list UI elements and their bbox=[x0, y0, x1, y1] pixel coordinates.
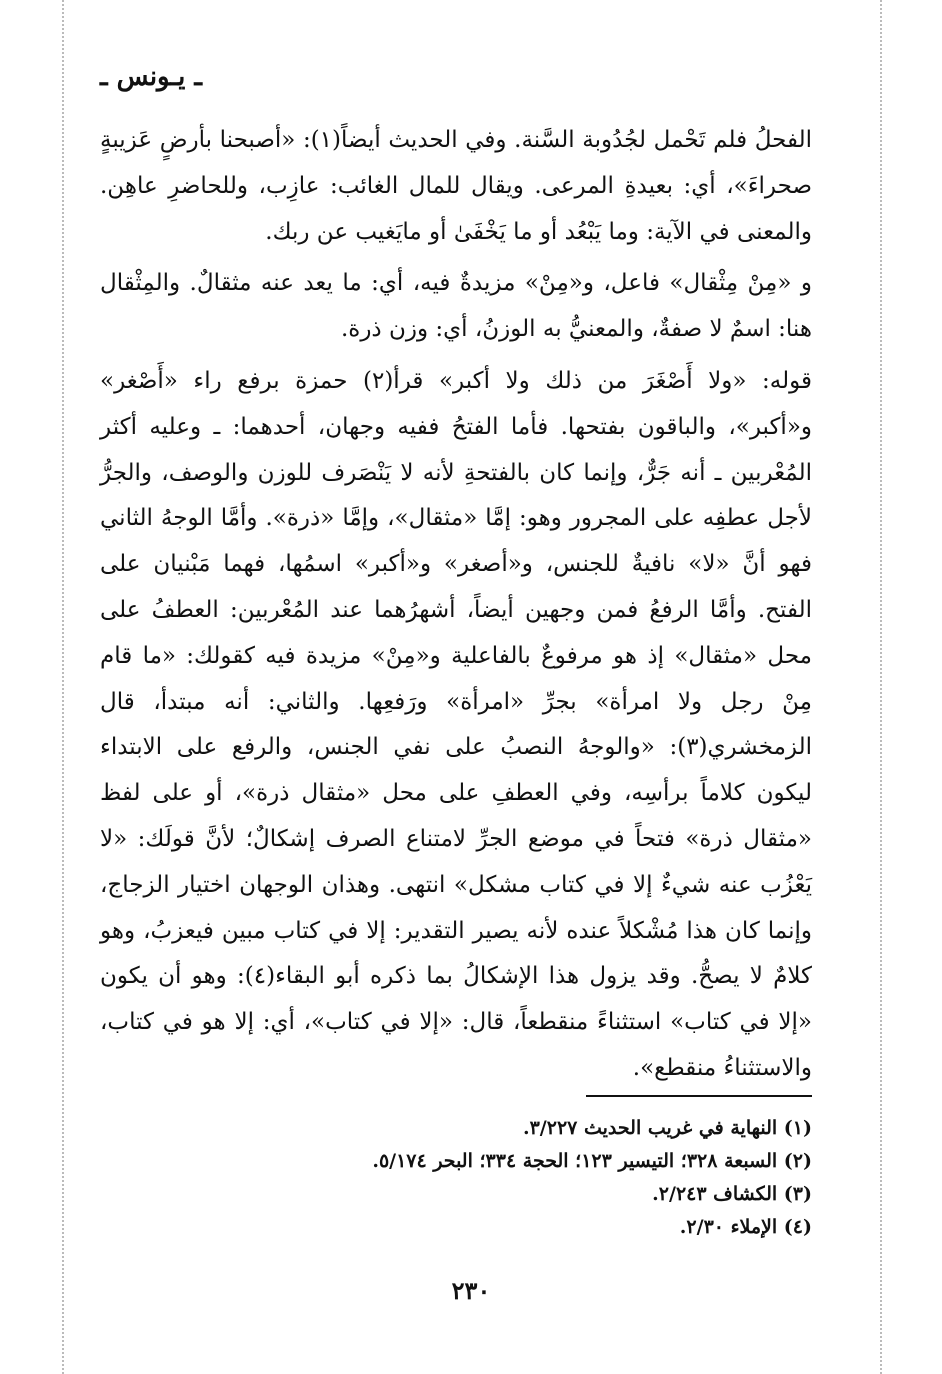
footnote: (٢) السبعة ٣٢٨؛ التيسير ١٢٣؛ الحجة ٣٣٤؛ البحر ٥/١٧٤. bbox=[372, 1150, 812, 1172]
right-margin-dots bbox=[880, 0, 884, 1374]
footnote: (٣) الكشاف ٢/٢٤٣. bbox=[652, 1183, 812, 1205]
footnote: (١) النهاية في غريب الحديث ٣/٢٢٧. bbox=[522, 1117, 812, 1139]
running-header: ـ يـونس ـ bbox=[100, 62, 203, 92]
main-text bbox=[100, 118, 812, 1098]
footnote-separator bbox=[586, 1095, 812, 1097]
paragraph: قوله: «ولا أَصْغَرَ من ذلك ولا أكبر» قرأ(٢) حمزة برفع راء «أَصْغر» و«أكبر»، والباقون بفتحها. فأما الفتحُ ففيه وجهان، أحدهما: ـ وعليه أكثر المُعْربين ـ أنه جَرٌّ، وإنما كان بالفتحةِ لأنه لا يَنْصَرف للوزن والوصف، والجرُّ لأجل عطفِه على المجرور وهو: إمَّا «مثقال»، وإمَّا «ذرة». وأمَّا الوجهُ الثاني فهو أنَّ «لا» نافيةٌ للجنس، و«أصغر» و«أكبر» اسمُها، فهما مَبْنيان على الفتح. وأمَّا الرفعُ فمن وجهين أيضاً، أشهرُهما عند المُعْربين: العطفُ على محل «مثقال» إذ هو مرفوعٌ بالفاعلية و«مِنْ» مزيدة فيه كقولك: «ما قام مِنْ رجل ولا امرأة» بجرِّ «امرأة» ورَفعِها. والثاني: أنه مبتدأ، قال الزمخشري(٣): «والوجهُ النصبُ على نفي الجنس، والرفع على الابتداء ليكون كلاماً برأسِه، وفي العطفِ على محل «مثقال ذرة»، أو على لفظ «مثقال ذرة» فتحاً في موضع الجرِّ لامتناع الصرف إشكالٌ؛ لأنَّ قولَك: «لا يَعْزُب عنه شيءٌ إلا في كتاب مشكل» انتهى. وهذان الوجهان اختيار الزجاج، وإنما كان هذا مُشْكلاً عنده لأنه يصير التقدير: إلا في كتاب مبين فيعزبُ، وهو كلامٌ لا يصحُّ. وقد يزول هذا الإشكالُ بما ذكره أبو البقاء(٤): وهو أن يكون «إلا في كتاب» استثناءً منقطعاً، قال: «إلا في كتاب»، أي: إلا هو في كتاب، والاستثناءُ منقطع». bbox=[100, 367, 812, 1081]
paragraph: و «مِنْ مِثْقال» فاعل، و«مِنْ» مزيدةٌ فيه، أي: ما يعد عنه مثقالٌ. والمِثْقال هنا: اسمٌ لا صفةٌ، والمعنيُّ به الوزنُ، أي: وزن ذرة. bbox=[100, 270, 812, 343]
page-number: ٢٣٠ bbox=[451, 1276, 491, 1305]
footnote: (٤) الإملاء ٢/٣٠. bbox=[679, 1216, 812, 1238]
paragraph: الفحلُ فلم تَحْمل لجُدُوبة السَّنة. وفي الحديث أيضاً(١): «أصبحنا بأرضٍ عَزيبةٍ صحراءَ»، أي: بعيدةِ المرعى. ويقال للمال الغائب: عازِب، وللحاضرِ عاهِن. والمعنى في الآية: وما يَبْعُد أو ما يَخْفَىٰ أو مايَغيب عن ربك. bbox=[100, 127, 812, 245]
footnotes bbox=[100, 1112, 812, 1244]
left-margin-dots bbox=[62, 0, 66, 1374]
